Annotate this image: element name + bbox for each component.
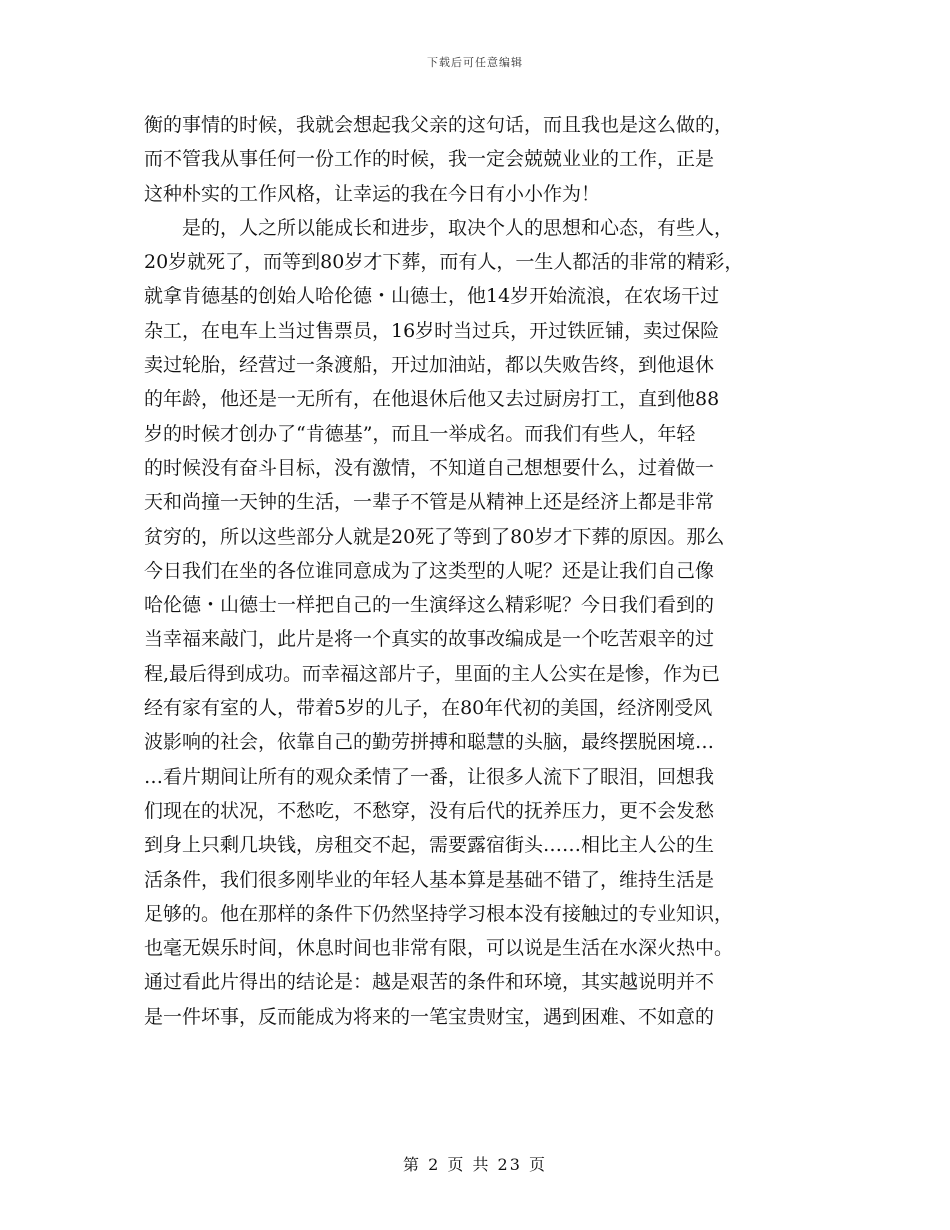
- text-line: 通过看此片得出的结论是：越是艰苦的条件和环境，其实越说明并不: [144, 971, 715, 994]
- text-line: 也毫无娱乐时间，休息时间也非常有限，可以说是生活在水深火热中。: [144, 937, 734, 960]
- text-line: 足够的。他在那样的条件下仍然坚持学习根本没有接触过的专业知识，: [144, 902, 734, 925]
- text-line: 程,最后得到成功。而幸福这部片子，里面的主人公实在是惨，作为已: [144, 662, 721, 685]
- text-line: 杂工，在电车上当过售票员，16岁时当过兵，开过铁匠铺，卖过保险: [144, 319, 720, 342]
- text-line: 就拿肯德基的创始人哈伦德・山德士，他14岁开始流浪，在农场干过: [144, 285, 720, 308]
- text-line: 衡的事情的时候，我就会想起我父亲的这句话，而且我也是这么做的，: [144, 114, 734, 136]
- text-line: 经有家有室的人，带着5岁的儿子，在80年代初的美国，经济刚受风: [144, 697, 713, 720]
- text-line: 是的，人之所以能成长和进步，取决个人的思想和心态，有些人，: [144, 216, 734, 239]
- text-line: 到身上只剩几块钱，房租交不起，需要露宿街头……相比主人公的生: [144, 834, 715, 857]
- text-line: 们现在的状况，不愁吃，不愁穿，没有后代的抚养压力，更不会发愁: [144, 799, 715, 822]
- text-line: 今日我们在坐的各位谁同意成为了这类型的人呢？还是让我们自己像: [144, 559, 715, 582]
- text-line: 是一件坏事，反而能成为将来的一笔宝贵财宝，遇到困难、不如意的: [144, 1005, 715, 1028]
- text-line: 这种朴实的工作风格，让幸运的我在今日有小小作为！: [144, 182, 601, 205]
- text-line: 20岁就死了，而等到80岁才下葬，而有人，一生人都活的非常的精彩，: [144, 251, 744, 274]
- page-footer: 第 2 页 共 23 页: [403, 1155, 547, 1174]
- text-line: 的时候没有奋斗目标，没有激情，不知道自己想想要什么，过着做一: [144, 456, 715, 479]
- document-body: [144, 108, 814, 1034]
- text-line: …看片期间让所有的观众柔情了一番，让很多人流下了眼泪，回想我: [144, 765, 715, 788]
- text-line: 卖过轮胎，经营过一条渡船，开过加油站，都以失败告终，到他退休: [144, 354, 715, 377]
- text-line: 而不管我从事任何一份工作的时候，我一定会兢兢业业的工作，正是: [144, 148, 715, 171]
- text-line: 的年龄，他还是一无所有，在他退休后他又去过厨房打工，直到他88: [144, 388, 720, 411]
- text-line: 波影响的社会，依靠自己的勤劳拼搏和聪慧的头脑，最终摆脱困境…: [144, 731, 715, 754]
- text-line: 哈伦德・山德士一样把自己的一生演绎这么精彩呢？今日我们看到的: [144, 594, 715, 617]
- page-header: 下载后可任意编辑: [427, 56, 523, 69]
- text-line: 岁的时候才创办了“肯德基”，而且一举成名。而我们有些人，年轻: [144, 422, 696, 445]
- text-line: 当幸福来敲门，此片是将一个真实的故事改编成是一个吃苦艰辛的过: [144, 628, 715, 651]
- text-line: 活条件，我们很多刚毕业的年轻人基本算是基础不错了，维持生活是: [144, 868, 715, 891]
- text-line: 贫穷的，所以这些部分人就是20死了等到了80岁才下葬的原因。那么: [144, 525, 725, 548]
- text-line: 天和尚撞一天钟的生活，一辈子不管是从精神上还是经济上都是非常: [144, 491, 715, 514]
